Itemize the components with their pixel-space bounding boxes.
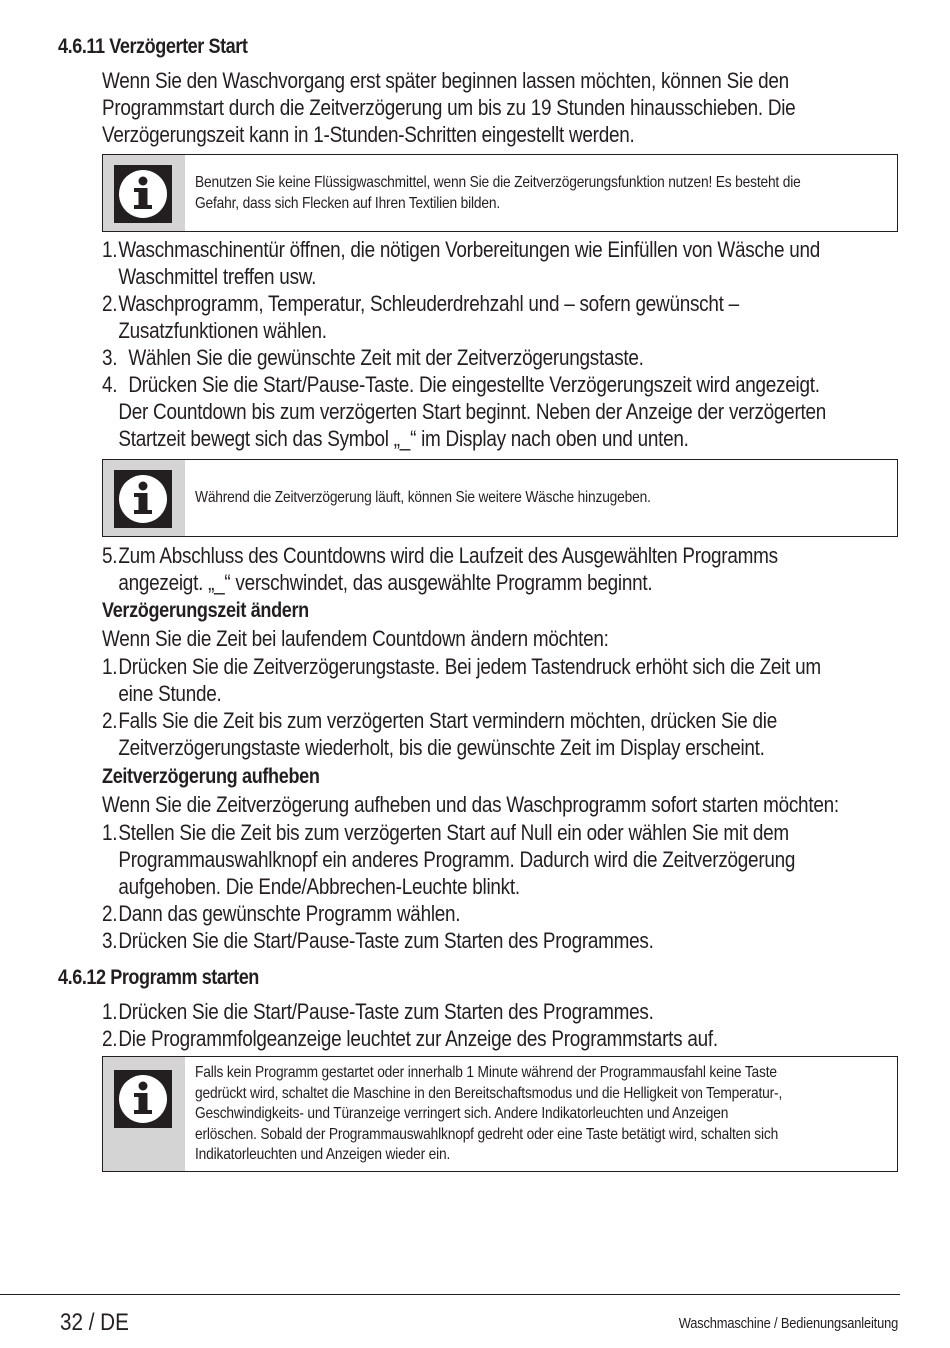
list-item: Waschmittel treffen usw.	[118, 264, 317, 289]
footer-title: Waschmaschine / Bedienungsanleitung	[678, 1315, 898, 1332]
note-text	[195, 1063, 883, 1166]
intro-paragraph	[102, 67, 795, 148]
note-line: gedrückt wird, schaltet die Maschine in den Bereitschaftsmodus und die Helligkeit von Temperatur-,	[195, 1084, 783, 1102]
info-icon	[114, 165, 172, 223]
list-item: aufgehoben. Die Ende/Abbrechen-Leuchte blinkt.	[118, 874, 520, 899]
info-note-add-laundry	[102, 459, 898, 537]
list-item: 1.Drücken Sie die Start/Pause-Taste zum Starten des Programmes.	[102, 999, 654, 1024]
subheading-cancel-delay: Zeitverzögerung aufheben	[102, 765, 320, 788]
list-item: Programmauswahlknopf ein anderes Programm. Dadurch wird die Zeitverzögerung	[118, 847, 796, 872]
info-icon	[114, 1070, 172, 1128]
step-list-program-start	[102, 998, 718, 1052]
note-line: Indikatorleuchten und Anzeigen wieder ein.	[195, 1146, 451, 1163]
list-item: Zusatzfunktionen wählen.	[118, 318, 327, 343]
note-text	[195, 173, 883, 214]
subheading-change-delay: Verzögerungszeit ändern	[102, 599, 309, 622]
list-item: 1.Waschmaschinentür öffnen, die nötigen Vorbereitungen wie Einfüllen von Wäsche und	[102, 237, 821, 262]
subheading-intro: Wenn Sie die Zeit bei laufendem Countdown ändern möchten:	[102, 626, 609, 651]
list-item: Der Countdown bis zum verzögerten Start beginnt. Neben der Anzeige der verzögerten	[118, 399, 827, 424]
list-item: 2.Falls Sie die Zeit bis zum verzögerten Start vermindern möchten, drücken Sie die	[102, 708, 778, 733]
section-heading-program-start: 4.6.12 Programm starten	[58, 966, 259, 989]
note-line: Geschwindigkeits- und Türanzeige verringert sich. Andere Indikatorleuchten und Anzeigen	[195, 1105, 729, 1122]
list-item: 2.Waschprogramm, Temperatur, Schleuderdrehzahl und – sofern gewünscht –	[102, 291, 739, 316]
list-item: 3. Wählen Sie die gewünschte Zeit mit der Zeitverzögerungstaste.	[102, 345, 644, 370]
list-item: 1.Drücken Sie die Zeitverzögerungstaste. Bei jedem Tastendruck erhöht sich die Zeit um	[102, 654, 821, 679]
list-item: eine Stunde.	[118, 681, 222, 706]
page-number: 32 / DE	[60, 1309, 129, 1336]
note-line: Benutzen Sie keine Flüssigwaschmittel, wenn Sie die Zeitverzögerungsfunktion nutzen! Es besteht die	[195, 174, 801, 191]
list-item: 1.Stellen Sie die Zeit bis zum verzögerten Start auf Null ein oder wählen Sie mit dem	[102, 820, 789, 845]
note-text	[195, 488, 883, 509]
note-line: erlöschen. Sobald der Programmauswahlknopf gedreht oder eine Taste betätigt wird, schalten sich	[195, 1125, 779, 1143]
intro-line: Wenn Sie den Waschvorgang erst später beginnen lassen möchten, können Sie den	[102, 68, 789, 93]
list-item: 5.Zum Abschluss des Countdowns wird die Laufzeit des Ausgewählten Programms	[102, 543, 778, 568]
list-item: 2.Die Programmfolgeanzeige leuchtet zur Anzeige des Programmstarts auf.	[102, 1026, 718, 1051]
note-line: Falls kein Programm gestartet oder innerhalb 1 Minute während der Programmausfahl keine Taste	[195, 1064, 777, 1081]
list-item: 4. Drücken Sie die Start/Pause-Taste. Die eingestellte Verzögerungszeit wird angezeigt.	[102, 372, 820, 397]
list-item: Startzeit bewegt sich das Symbol „_“ im Display nach oben und unten.	[118, 426, 689, 451]
note-line: Gefahr, dass sich Flecken auf Ihren Textilien bilden.	[195, 194, 501, 212]
section-heading-delayed-start: 4.6.11 Verzögerter Start	[58, 35, 248, 58]
list-item: Zeitverzögerungstaste wiederholt, bis die gewünschte Zeit im Display erscheint.	[118, 735, 765, 760]
list-item: angezeigt. „_“ verschwindet, das ausgewählte Programm beginnt.	[118, 570, 653, 595]
step-list-cancel-delay	[102, 819, 795, 954]
info-note-standby	[102, 1056, 898, 1172]
intro-line: Verzögerungszeit kann in 1-Stunden-Schritten eingestellt werden.	[102, 122, 635, 147]
subheading-intro: Wenn Sie die Zeitverzögerung aufheben und das Waschprogramm sofort starten möchten:	[102, 792, 839, 817]
step-list-setup	[102, 236, 826, 452]
footer-divider	[0, 1294, 900, 1295]
list-item: 2.Dann das gewünschte Programm wählen.	[102, 901, 461, 926]
info-icon	[114, 470, 172, 528]
list-item: 3.Drücken Sie die Start/Pause-Taste zum Starten des Programmes.	[102, 928, 654, 953]
intro-line: Programmstart durch die Zeitverzögerung um bis zu 19 Stunden hinausschieben. Die	[102, 95, 796, 120]
step-list-countdown-end	[102, 542, 778, 596]
step-list-change-delay	[102, 653, 821, 761]
info-note-liquid-detergent	[102, 154, 898, 232]
note-line: Während die Zeitverzögerung läuft, können Sie weitere Wäsche hinzugeben.	[195, 489, 651, 506]
